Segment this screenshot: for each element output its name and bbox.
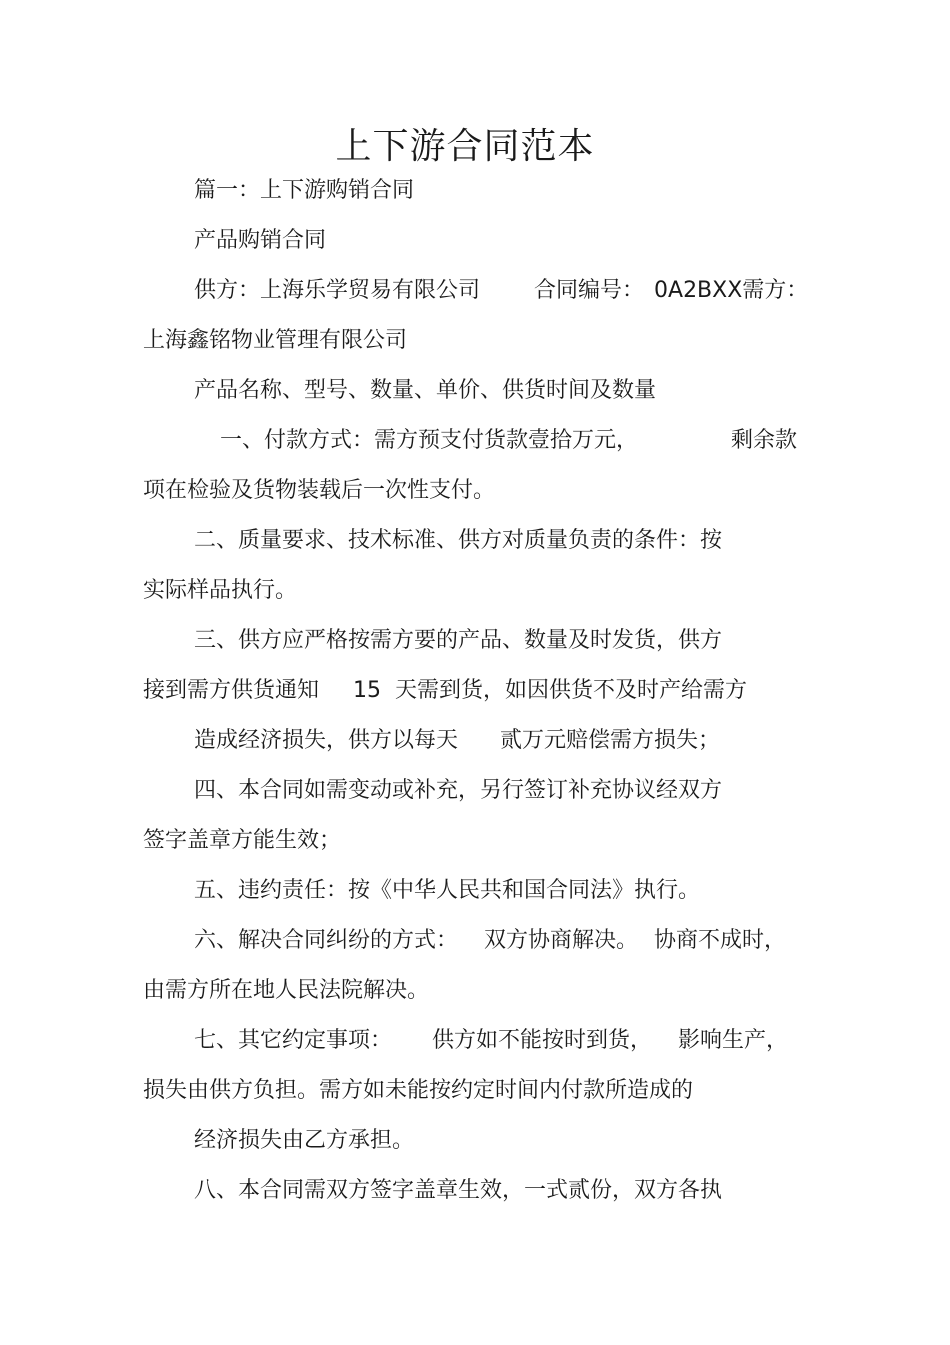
delivery-days: 15: [353, 678, 382, 703]
contract-number: [534, 276, 808, 306]
subtitle: 篇一：上下游购销合同: [194, 178, 415, 203]
clause-3-line-2: [143, 676, 747, 706]
clause-4-line-1: 四、本合同如需变动或补充，另行签订补充协议经双方: [194, 778, 723, 803]
clause-1-line-1b: 剩余款: [731, 428, 798, 453]
clause-6-line-1c: 协商不成时，: [654, 928, 787, 953]
contract-heading: 产品购销合同: [194, 228, 327, 253]
clause-2-line-1: 二、质量要求、技术标准、供方对质量负责的条件：按: [194, 528, 723, 553]
product-line: 产品名称、型号、数量、单价、供货时间及数量: [194, 378, 657, 403]
clause-3-line-3: [194, 726, 720, 756]
clause-3-text-b: 接到需方供货通知: [143, 678, 320, 703]
clause-5-line-1: 五、违约责任：按《中华人民共和国合同法》执行。: [194, 878, 701, 903]
document-title: 上下游合同范本: [335, 126, 595, 167]
clause-7-line-1b: 供方如不能按时到货，: [432, 1028, 653, 1053]
clause-6-line-1: 六、解决合同纠纷的方式：: [194, 928, 459, 953]
clause-8-line-1: 八、本合同需双方签字盖章生效，一式贰份，双方各执: [194, 1178, 723, 1203]
clause-2-line-2: 实际样品执行。: [143, 578, 298, 603]
supplier-label: 供方：: [194, 278, 261, 303]
clause-7-line-3: 经济损失由乙方承担。: [194, 1128, 415, 1153]
clause-6-line-2: 由需方所在地人民法院解决。: [143, 978, 430, 1003]
clause-7-line-1c: 影响生产，: [678, 1028, 789, 1053]
clause-3-text-e: 贰万元赔偿需方损失；: [500, 728, 721, 753]
clause-7-line-1: 七、其它约定事项：: [194, 1028, 393, 1053]
clause-3-text-c: 天需到货，如因供货不及时产给需方: [395, 678, 748, 703]
clause-3-text-d: 造成经济损失，供方以每天: [194, 728, 459, 753]
contract-number-label: 合同编号：: [534, 278, 645, 303]
clause-1-line-2: 项在检验及货物装载后一次性支付。: [143, 478, 496, 503]
clause-6-line-1b: 双方协商解决。: [484, 928, 639, 953]
buyer-label: 需方：: [742, 278, 809, 303]
clause-4-line-2: 签字盖章方能生效；: [143, 828, 342, 853]
buyer-name: 上海鑫铭物业管理有限公司: [143, 328, 408, 353]
contract-number-value: 0A2BXX: [654, 278, 743, 303]
clause-1-line-1: 一、付款方式：需方预支付货款壹拾万元，: [220, 428, 639, 453]
clause-3-line-1: 三、供方应严格按需方要的产品、数量及时发货，供方: [194, 628, 723, 653]
parties-line: [194, 276, 480, 306]
clause-7-line-2: 损失由供方负担。需方如未能按约定时间内付款所造成的: [143, 1078, 694, 1103]
supplier-name: 上海乐学贸易有限公司: [260, 278, 481, 303]
